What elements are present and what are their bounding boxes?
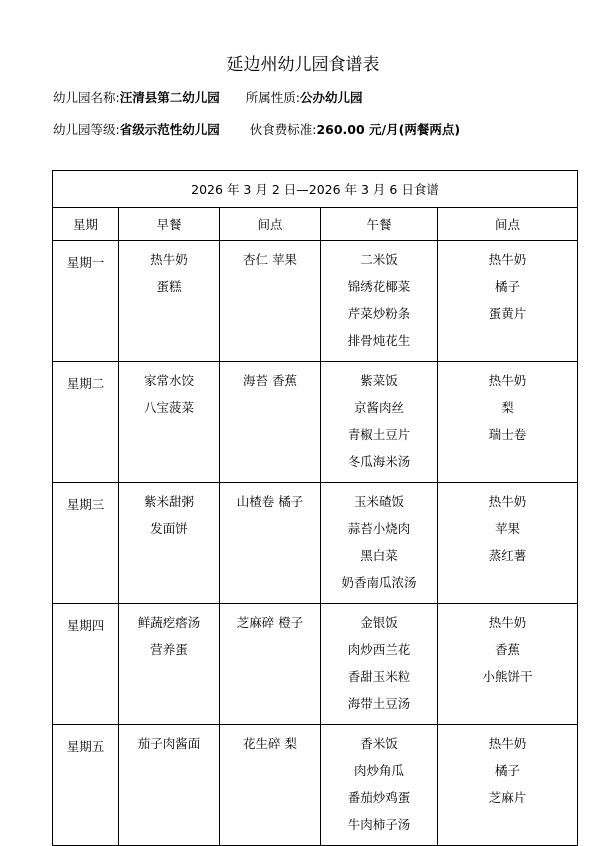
menu-item: 山楂卷 橘子: [236, 494, 304, 509]
snack-1-cell: [220, 725, 321, 846]
snack-2-cell: [438, 725, 578, 846]
menu-item: 香蕉: [494, 642, 520, 657]
menu-item: 蛋糕: [156, 279, 182, 294]
table-row: [53, 483, 578, 604]
day-cell: 星期三: [53, 483, 119, 604]
menu-item: 牛肉柿子汤: [347, 817, 411, 832]
menu-item: 紫菜饭: [360, 373, 398, 388]
nature-label: 所属性质:: [245, 90, 300, 105]
lunch-cell: [321, 604, 438, 725]
info-row-2: [53, 120, 460, 138]
menu-item: 热牛奶: [488, 615, 527, 630]
menu-item: 家常水饺: [143, 373, 194, 388]
menu-item: 香米饭: [360, 736, 398, 751]
menu-item: 营养蛋: [150, 642, 188, 657]
menu-item: 紫米甜粥: [143, 494, 194, 509]
menu-item: 京酱肉丝: [353, 400, 404, 415]
menu-item: 玉米碴饭: [353, 494, 404, 509]
table-row: [53, 604, 578, 725]
menu-item: 芝麻碎 橙子: [236, 615, 304, 630]
table-caption: 2026 年 3 月 2 日—2026 年 3 月 6 日食谱: [53, 171, 578, 208]
breakfast-cell: [119, 362, 220, 483]
menu-item: 排骨炖花生: [347, 333, 411, 348]
menu-item: 苹果: [494, 521, 520, 536]
lunch-cell: [321, 483, 438, 604]
breakfast-cell: [119, 604, 220, 725]
breakfast-cell: [119, 725, 220, 846]
menu-item: 锦绣花椰菜: [347, 279, 411, 294]
menu-item: 海苔 香蕉: [243, 373, 297, 388]
menu-item: 黑白菜: [360, 548, 398, 563]
page-title: 延边州幼儿园食谱表: [226, 55, 380, 75]
grade-value: 省级示范性幼儿园: [119, 122, 220, 137]
menu-item: 肉炒角瓜: [353, 763, 404, 778]
table-row: [53, 362, 578, 483]
menu-item: 热牛奶: [488, 736, 527, 751]
menu-item: 芹菜炒粉条: [347, 306, 411, 321]
fee-label: 伙食费标准:: [249, 122, 317, 137]
grade-label: 幼儿园等级:: [53, 122, 120, 137]
snack-1-cell: [220, 604, 321, 725]
lunch-cell: [321, 362, 438, 483]
lunch-cell: [321, 725, 438, 846]
header-day: 星期: [53, 208, 119, 241]
info-row-1: [53, 88, 362, 106]
day-cell: 星期一: [53, 241, 119, 362]
menu-item: 番茄炒鸡蛋: [347, 790, 411, 805]
menu-item: 花生碎 梨: [243, 736, 297, 751]
snack-1-cell: [220, 483, 321, 604]
table-row: [53, 725, 578, 846]
menu-item: 海带土豆汤: [347, 696, 411, 711]
menu-item: 小熊饼干: [482, 669, 533, 684]
day-cell: 星期五: [53, 725, 119, 846]
snack-2-cell: [438, 483, 578, 604]
kindergarten-name-label: 幼儿园名称:: [53, 90, 120, 105]
nature-value: 公办幼儿园: [299, 90, 363, 105]
menu-item: 鲜蔬疙瘩汤: [137, 615, 201, 630]
menu-item: 八宝菠菜: [143, 400, 194, 415]
menu-item: 二米饭: [360, 252, 398, 267]
breakfast-cell: [119, 483, 220, 604]
menu-item: 热牛奶: [488, 373, 527, 388]
table-header-row: [53, 208, 578, 241]
menu-item: 茄子肉酱面: [137, 736, 201, 751]
menu-item: 发面饼: [150, 521, 188, 536]
menu-item: 蛋黄片: [488, 306, 527, 321]
menu-item: 肉炒西兰花: [347, 642, 411, 657]
menu-item: 瑞士卷: [488, 427, 527, 442]
snack-1-cell: [220, 362, 321, 483]
snack-2-cell: [438, 604, 578, 725]
menu-item: 青椒土豆片: [347, 427, 411, 442]
snack-1-cell: [220, 241, 321, 362]
menu-item: 橘子: [494, 763, 520, 778]
header-lunch: 午餐: [321, 208, 438, 241]
breakfast-cell: [119, 241, 220, 362]
snack-2-cell: [438, 362, 578, 483]
day-cell: 星期二: [53, 362, 119, 483]
menu-item: 香甜玉米粒: [347, 669, 411, 684]
menu-item: 蒜苔小烧肉: [347, 521, 411, 536]
menu-item: 热牛奶: [488, 252, 527, 267]
snack-2-cell: [438, 241, 578, 362]
header-breakfast: 早餐: [119, 208, 220, 241]
header-snack-1: 间点: [220, 208, 321, 241]
menu-item: 冬瓜海米汤: [347, 454, 411, 469]
menu-item: 热牛奶: [150, 252, 188, 267]
table-row: [53, 241, 578, 362]
kindergarten-name-value: 汪清县第二幼儿园: [119, 90, 220, 105]
menu-item: 杏仁 苹果: [243, 252, 297, 267]
header-snack-2: 间点: [438, 208, 578, 241]
menu-item: 金银饭: [360, 615, 398, 630]
menu-item: 橘子: [494, 279, 520, 294]
menu-item: 蒸红薯: [488, 548, 527, 563]
menu-table: [52, 170, 578, 846]
menu-item: 芝麻片: [488, 790, 527, 805]
menu-item: 奶香南瓜浓汤: [341, 575, 417, 590]
menu-item: 梨: [501, 400, 514, 415]
menu-item: 热牛奶: [488, 494, 527, 509]
lunch-cell: [321, 241, 438, 362]
fee-value: 260.00 元/月(两餐两点): [316, 122, 461, 137]
day-cell: 星期四: [53, 604, 119, 725]
